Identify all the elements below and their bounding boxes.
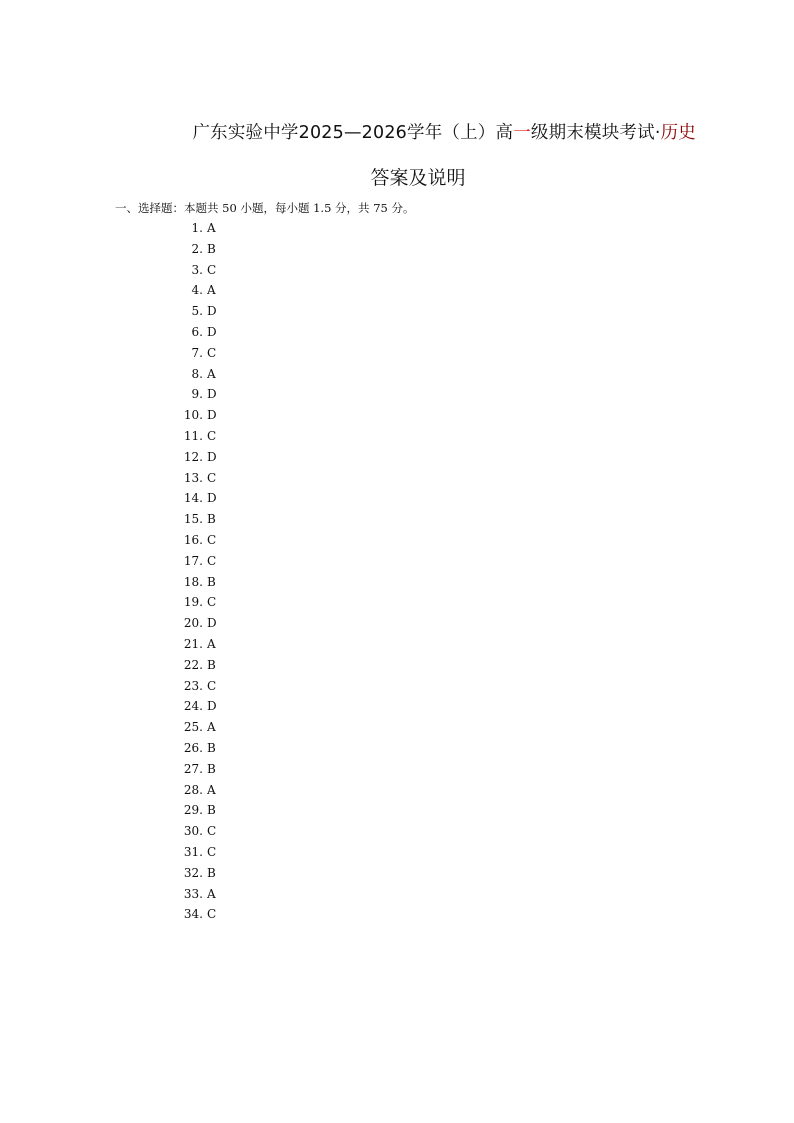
answer-row [163, 509, 227, 530]
answer-choice: D [207, 699, 217, 714]
answer-row [163, 260, 227, 281]
answer-choice: A [207, 636, 216, 651]
answer-row [163, 384, 227, 405]
answer-row [163, 676, 227, 697]
document-title [0, 121, 696, 145]
answer-row [163, 280, 227, 301]
answer-row [163, 738, 227, 759]
answer-row [163, 551, 227, 572]
answer-choice: C [207, 262, 217, 277]
answer-number: 19. [183, 595, 203, 610]
answer-number: 6. [191, 324, 203, 339]
answer-choice: A [207, 886, 216, 901]
answer-choice: D [207, 616, 217, 631]
answer-number: 18. [183, 574, 203, 589]
answer-row [163, 488, 227, 509]
answer-row [163, 634, 227, 655]
answer-number: 21. [183, 636, 203, 651]
answer-row [163, 447, 227, 468]
answer-number: 17. [183, 553, 203, 568]
answer-choice: C [207, 428, 217, 443]
answer-number: 11. [183, 428, 203, 443]
answer-choice: B [207, 865, 216, 880]
answer-number: 14. [183, 491, 203, 506]
answer-row [163, 780, 227, 801]
answer-row [163, 884, 227, 905]
answer-number: 23. [183, 678, 203, 693]
answer-choice: B [207, 657, 216, 672]
title-rest: 级期末模块考试· [530, 123, 661, 143]
answer-number: 1. [191, 221, 203, 235]
answer-number: 24. [183, 699, 203, 714]
title-subject: 历史 [660, 123, 696, 143]
answer-row [163, 468, 227, 489]
answer-choice: C [207, 678, 217, 693]
answer-row [163, 218, 227, 239]
answer-row [163, 343, 227, 364]
title-main: 广东实验中学2025—2026学年（上）高 [192, 123, 514, 143]
answer-number: 16. [183, 532, 203, 547]
answer-number: 31. [183, 844, 203, 859]
answer-row [163, 301, 227, 322]
answer-number: 10. [183, 408, 203, 423]
answer-number: 2. [191, 241, 203, 256]
answer-choice: B [207, 512, 216, 527]
answer-row [163, 405, 227, 426]
answer-row [163, 592, 227, 613]
answer-number: 32. [183, 865, 203, 880]
answer-choice: B [207, 740, 216, 755]
answer-number: 27. [183, 761, 203, 776]
answer-row [163, 842, 227, 863]
answer-number: 9. [191, 387, 203, 402]
answer-choice: A [207, 782, 216, 797]
answer-number: 20. [183, 616, 203, 631]
answer-number: 4. [191, 283, 203, 298]
answer-number: 3. [191, 262, 203, 277]
answer-row [163, 322, 227, 343]
answer-choice: C [207, 553, 217, 568]
title-grade-char: 一 [513, 123, 531, 143]
answer-number: 5. [191, 304, 203, 319]
answer-choice: D [207, 449, 217, 464]
answer-choice: C [207, 345, 217, 360]
answer-row [163, 759, 227, 780]
answer-number: 29. [183, 803, 203, 818]
answer-choice: D [207, 324, 217, 339]
answer-number: 25. [183, 720, 203, 735]
answer-row [163, 655, 227, 676]
answer-choice: D [207, 491, 217, 506]
answer-choice: A [207, 221, 216, 235]
answer-choice: A [207, 366, 216, 381]
answer-number: 26. [183, 740, 203, 755]
answer-number: 13. [183, 470, 203, 485]
answer-choice: A [207, 283, 216, 298]
answer-choice: C [207, 844, 217, 859]
answer-row [163, 863, 227, 884]
answer-row [163, 717, 227, 738]
answer-choice: C [207, 595, 217, 610]
answer-choice: D [207, 387, 217, 402]
answer-number: 28. [183, 782, 203, 797]
answer-row [163, 572, 227, 593]
answer-choice: C [207, 907, 217, 922]
answer-row [163, 530, 227, 551]
answer-row [163, 364, 227, 385]
answer-number: 22. [183, 657, 203, 672]
answer-number: 15. [183, 512, 203, 527]
answer-row [163, 239, 227, 260]
answer-row [163, 904, 227, 925]
answer-row [163, 426, 227, 447]
answer-number: 12. [183, 449, 203, 464]
answer-choice: C [207, 532, 217, 547]
answer-choice: C [207, 824, 217, 839]
answer-choice: A [207, 720, 216, 735]
answer-number: 7. [191, 345, 203, 360]
answer-choice: B [207, 761, 216, 776]
answer-choice: C [207, 470, 217, 485]
answer-row [163, 696, 227, 717]
answer-number: 33. [183, 886, 203, 901]
answer-choice: B [207, 803, 216, 818]
answer-number: 34. [183, 907, 203, 922]
answer-choice: B [207, 574, 216, 589]
answer-choice: B [207, 241, 216, 256]
answer-choice: D [207, 304, 217, 319]
answer-row [163, 613, 227, 634]
answer-number: 8. [191, 366, 203, 381]
answer-number: 30. [183, 824, 203, 839]
section-heading: 一、选择题：本题共 50 小题，每小题 1.5 分，共 75 分。 [115, 201, 415, 215]
document-subtitle: 答案及说明 [370, 167, 466, 189]
answer-list [163, 218, 227, 925]
answer-row [163, 821, 227, 842]
answer-row [163, 800, 227, 821]
answer-choice: D [207, 408, 217, 423]
